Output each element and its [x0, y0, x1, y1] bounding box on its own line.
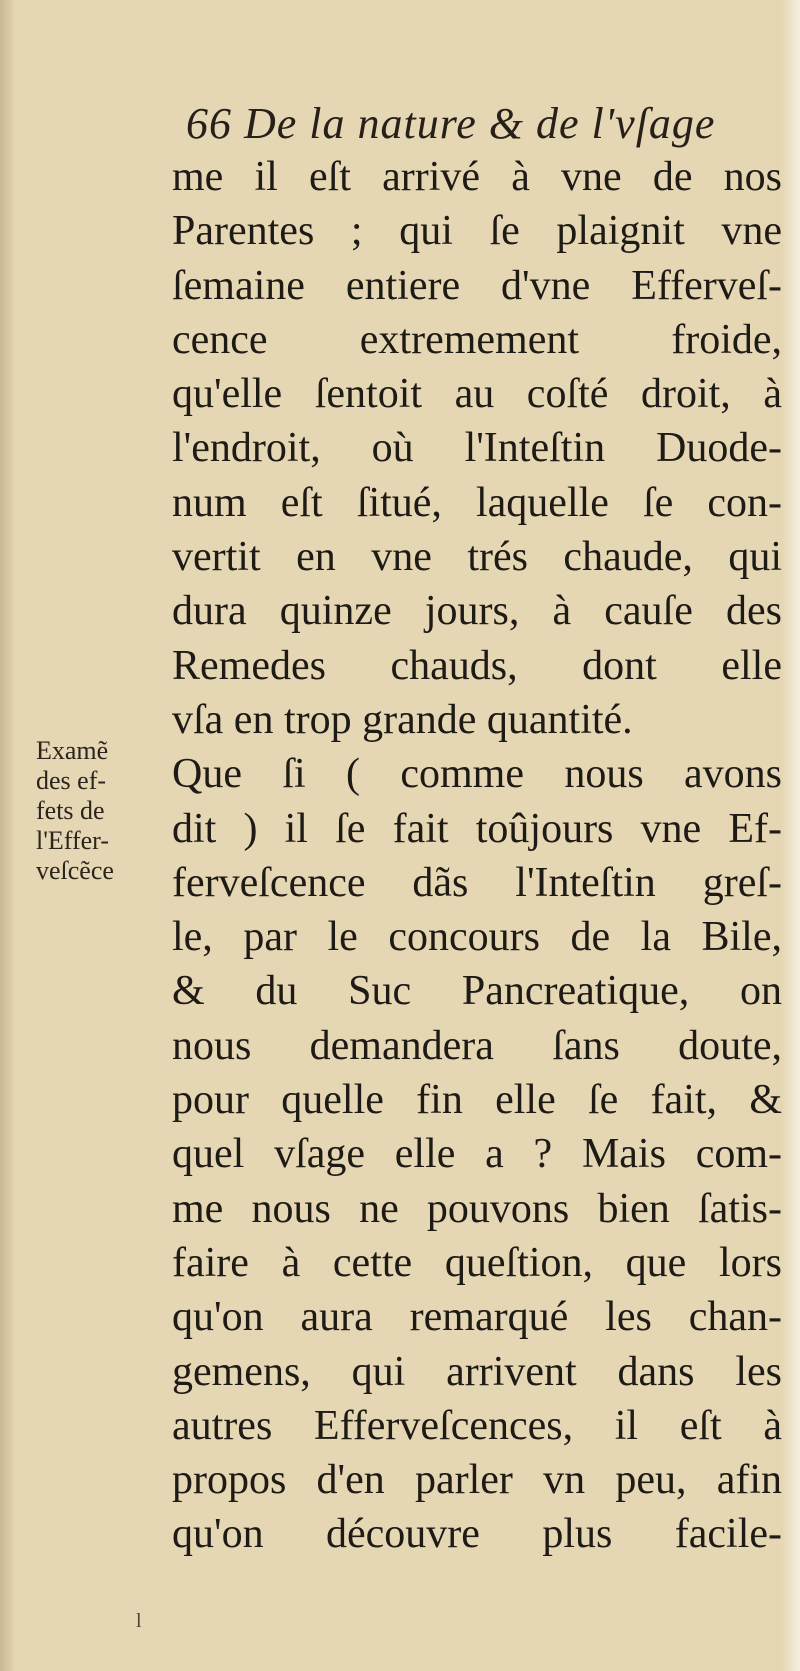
text-line: le, par le concours de la Bile,: [172, 914, 782, 961]
text-line: qu'on découvre plus facile-: [172, 1511, 782, 1558]
margin-note-line: des ef-: [36, 766, 107, 795]
text-line: l'endroit, où l'Inteſtin Duode-: [172, 425, 782, 472]
margin-note-line: veſcẽce: [36, 856, 114, 885]
text-line: vertit en vne trés chaude, qui: [172, 534, 782, 581]
text-line: dit ) il ſe fait toûjours vne Ef-: [172, 805, 782, 852]
text-line: qu'elle ſentoit au coſté droit, à: [172, 371, 782, 418]
text-line: gemens, qui arrivent dans les: [172, 1348, 782, 1395]
text-line: & du Suc Pancreatique, on: [172, 968, 782, 1015]
text-line: ſemaine entiere d'vne Efferveſ-: [172, 262, 782, 309]
text-line: num eſt ſitué, laquelle ſe con-: [172, 479, 782, 526]
text-line: Parentes ; qui ſe plaignit vne: [172, 208, 782, 255]
text-line: propos d'en parler vn peu, afin: [172, 1457, 782, 1504]
text-line: ferveſcence dãs l'Inteſtin greſ-: [172, 859, 782, 906]
text-line: quel vſage elle a ? Mais com-: [172, 1131, 782, 1178]
running-title: 66 De la nature & de l'vſage: [186, 99, 716, 148]
marginal-note: [36, 736, 166, 886]
text-line: faire à cette queſtion, que lors: [172, 1239, 782, 1286]
text-line: pour quelle fin elle ſe fait, &: [172, 1077, 782, 1124]
text-line: me il eſt arrivé à vne de nos: [172, 154, 782, 200]
text-line: nous demandera ſans doute,: [172, 1022, 782, 1069]
text-line: cence extremement froide,: [172, 316, 782, 363]
main-text-block: [172, 150, 782, 1562]
text-line: qu'on aura remarqué les chan-: [172, 1294, 782, 1341]
margin-note-line: l'Effer-: [36, 826, 109, 855]
text-line: Que ſi ( comme nous avons: [172, 751, 782, 798]
text-line: autres Efferveſcences, il eſt à: [172, 1402, 782, 1449]
text-line: me nous ne pouvons bien ſatis-: [172, 1185, 782, 1232]
margin-note-line: Examẽ: [36, 736, 109, 765]
text-line: Remedes chauds, dont elle: [172, 642, 782, 689]
text-line: vſa en trop grande quantité.: [172, 696, 633, 743]
margin-note-line: fets de: [36, 796, 105, 825]
page-right-edge: [782, 0, 800, 1671]
text-line: dura quinze jours, à cauſe des: [172, 588, 782, 635]
page-gutter-shadow: [0, 0, 14, 1671]
footer-mark: l: [136, 1610, 142, 1632]
